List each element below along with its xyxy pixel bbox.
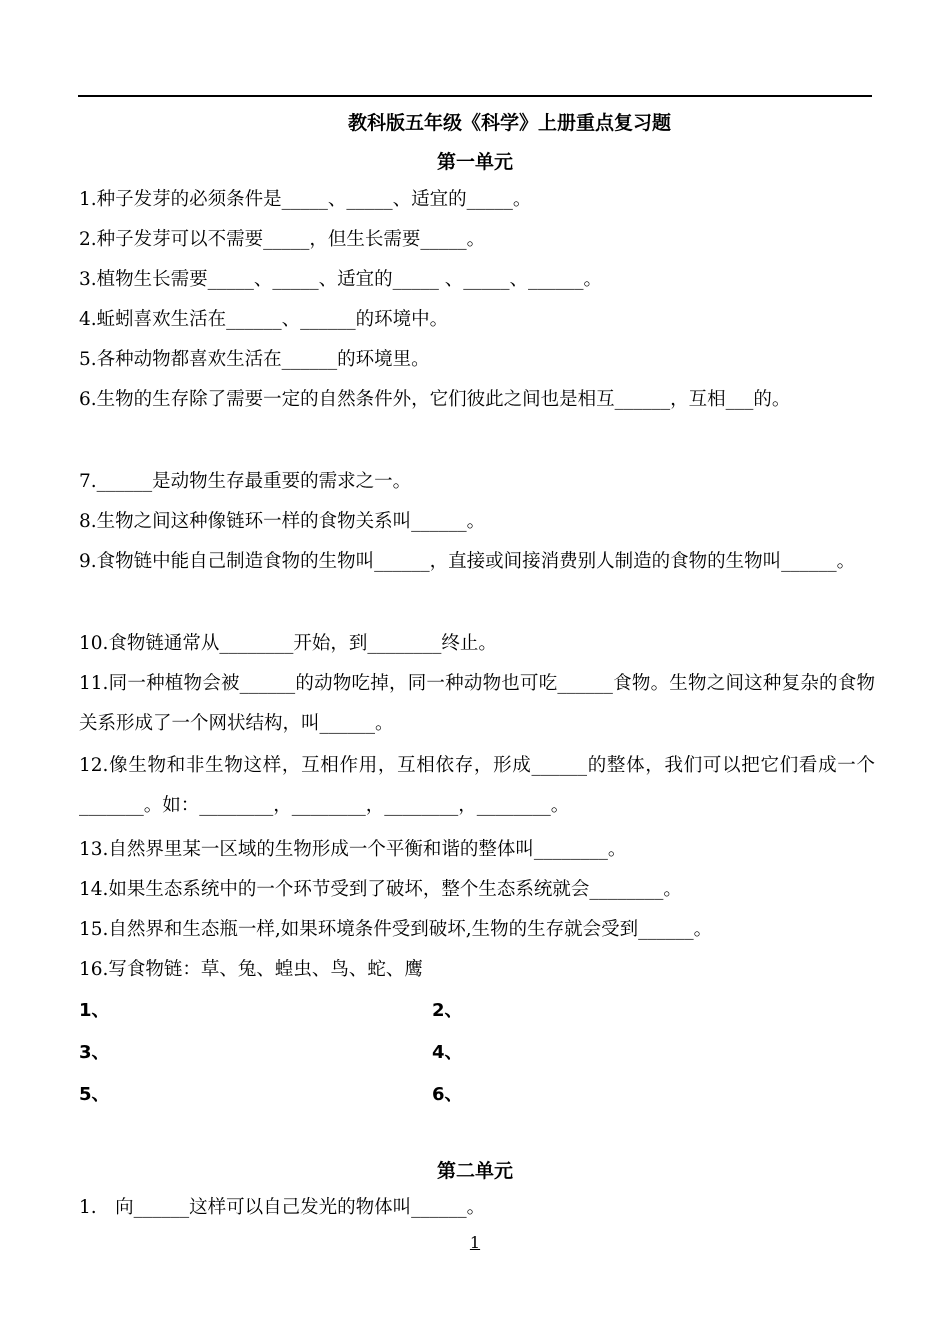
unit1-question-8: 8.生物之间这种像链环一样的食物关系叫______。 bbox=[79, 511, 486, 532]
food-chain-item-6: 6、 bbox=[432, 1084, 463, 1105]
food-chain-item-3: 3、 bbox=[79, 1042, 110, 1063]
unit1-question-5: 5.各种动物都喜欢生活在______的环境里。 bbox=[79, 349, 430, 370]
unit1-question-1: 1.种子发芽的必须条件是_____、_____、适宜的_____。 bbox=[79, 189, 532, 210]
unit1-question-14: 14.如果生态系统中的一个环节受到了破坏，整个生态系统就会________。 bbox=[79, 879, 682, 900]
unit1-question-6: 6.生物的生存除了需要一定的自然条件外，它们彼此之间也是相互______，互相___的。 bbox=[79, 389, 791, 410]
document-title: 教科版五年级《科学》上册重点复习题 bbox=[348, 112, 672, 134]
food-chain-item-4: 4、 bbox=[432, 1042, 463, 1063]
unit1-question-15: 15.自然界和生态瓶一样,如果环境条件受到破坏,生物的生存就会受到______。 bbox=[79, 919, 713, 940]
header-rule bbox=[78, 95, 872, 97]
food-chain-item-1: 1、 bbox=[79, 1000, 110, 1021]
unit1-question-16: 16.写食物链：草、兔、蝗虫、鸟、蛇、鹰 bbox=[79, 959, 423, 980]
unit2-question-1: 1. 向______这样可以自己发光的物体叫______。 bbox=[79, 1197, 486, 1218]
unit1-question-3: 3.植物生长需要_____、_____、适宜的_____ 、_____、______。 bbox=[79, 269, 603, 290]
unit1-question-7: 7.______是动物生存最重要的需求之一。 bbox=[79, 471, 412, 492]
unit1-question-10: 10.食物链通常从________开始，到________终止。 bbox=[79, 633, 497, 654]
page-number: 1 bbox=[469, 1233, 481, 1252]
unit2-heading: 第二单元 bbox=[436, 1160, 513, 1182]
unit1-question-4: 4.蚯蚓喜欢生活在______、______的环境中。 bbox=[79, 309, 449, 330]
unit1-question-11: 11.同一种植物会被______的动物吃掉，同一种动物也可吃______食物。生物之间这种复杂的食物关系形成了一个网状结构，叫______。 bbox=[79, 673, 875, 734]
unit1-question-2: 2.种子发芽可以不需要_____，但生长需要_____。 bbox=[79, 229, 486, 250]
unit1-question-9: 9.食物链中能自己制造食物的生物叫______，直接或间接消费别人制造的食物的生物叫______。 bbox=[79, 551, 856, 572]
food-chain-item-2: 2、 bbox=[432, 1000, 463, 1021]
unit1-question-13: 13.自然界里某一区域的生物形成一个平衡和谐的整体叫________。 bbox=[79, 839, 627, 860]
food-chain-item-5: 5、 bbox=[79, 1084, 110, 1105]
unit1-question-12: 12.像生物和非生物这样，互相作用，互相依存，形成______的整体，我们可以把它们看成一个_______。如：________，________，________，________。 bbox=[79, 755, 875, 816]
unit1-heading: 第一单元 bbox=[436, 151, 513, 173]
